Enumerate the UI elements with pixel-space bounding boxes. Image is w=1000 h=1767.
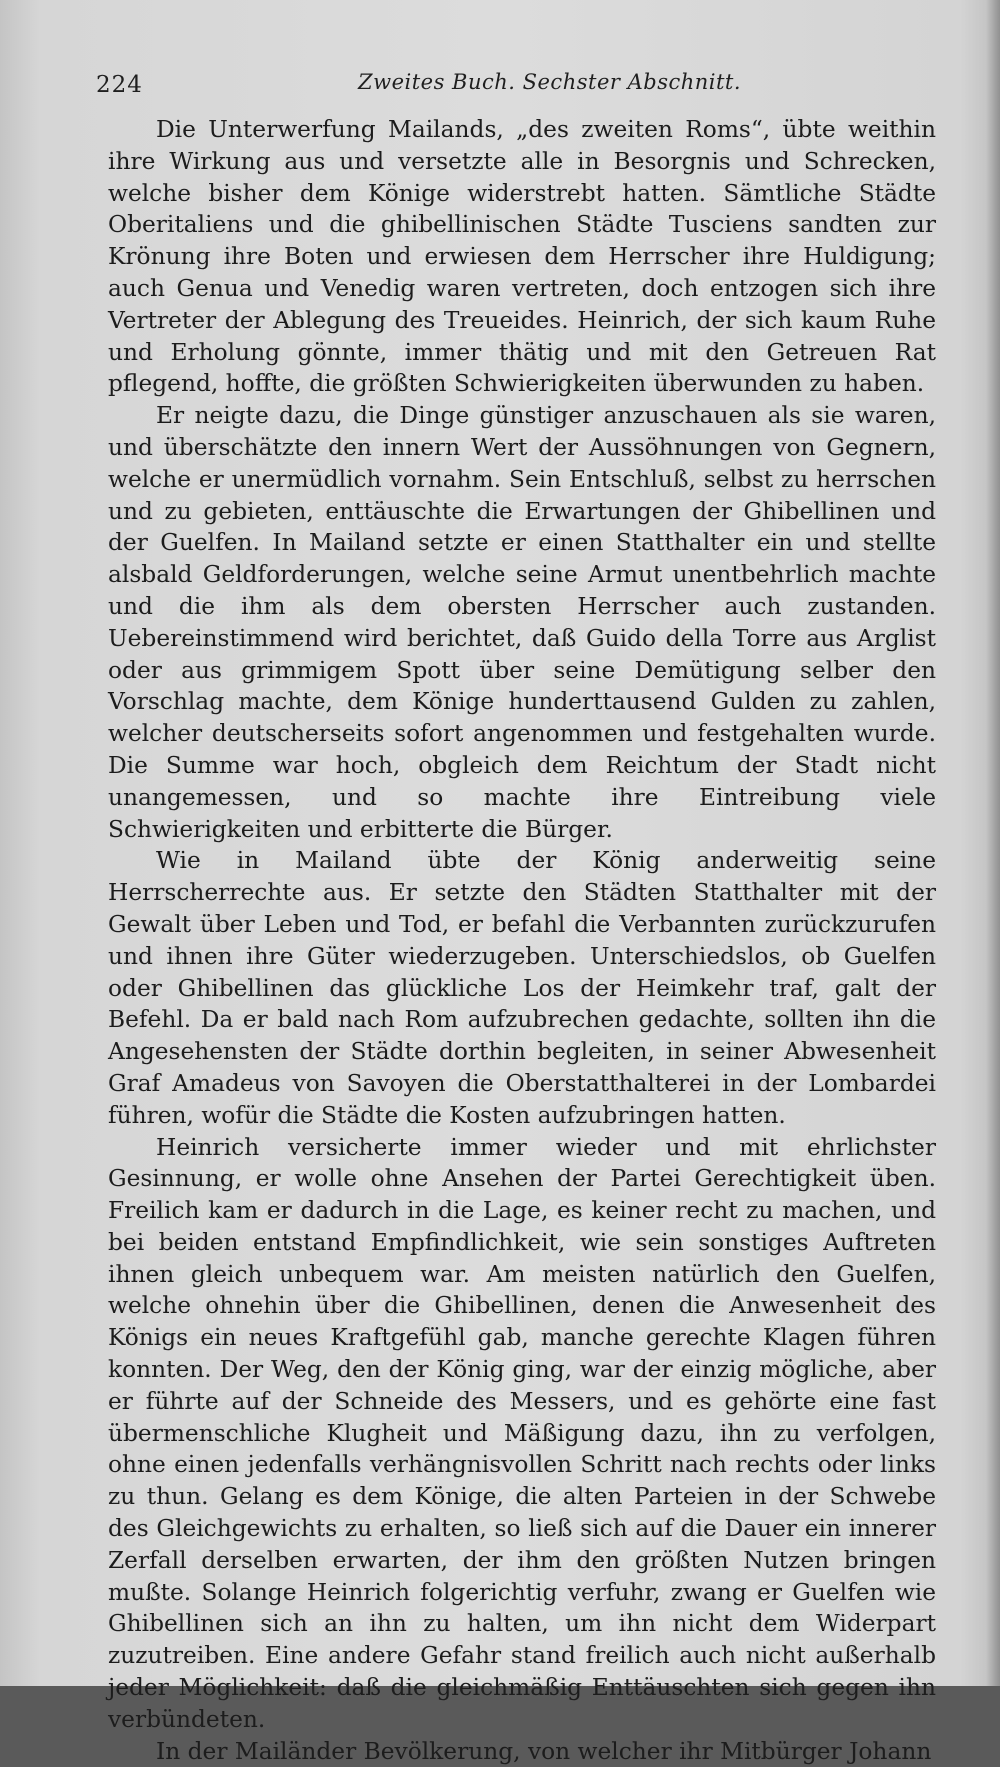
page-edge-shadow (986, 0, 1000, 1686)
page-header (96, 66, 936, 102)
paragraph-5: In der Mailänder Bevölkerung, von welcher ihr Mitbürger Johann (156, 1737, 932, 1765)
running-head: Zweites Buch. Sechster Abschnitt. (358, 70, 742, 94)
paragraph-4: Heinrich versicherte immer wieder und mit ehrlichster Gesinnung, er wolle ohne Ansehen der Partei Gerechtigkeit üben. Freilich kam er dadurch in die Lage, es keiner recht zu machen, und bei beiden entstand Empfindlichkeit, wie sein sonstiges Auftreten ihnen gleich unbequem war. Am meisten natürlich den Guelfen, welche ohnehin über die Ghibellinen, denen die Anwesenheit des Königs ein neues Kraftgefühl gab, manche gerechte Klagen führen konnten. Der Weg, den der König ging, war der einzig mögliche, aber er führte auf der Schneide des Messers, und es gehörte eine fast übermenschliche Klugheit und Mäßigung dazu, ihn zu verfolgen, ohne einen jedenfalls verhängnisvollen Schritt nach rechts oder links zu thun. Gelang es dem Könige, die alten Parteien in der Schwebe des Gleichgewichts zu erhalten, so ließ sich auf die Dauer ein innerer Zerfall derselben erwarten, der ihm den größten Nutzen bringen mußte. Solange Heinrich folgerichtig verfuhr, zwang er Guelfen wie Ghibellinen sich an ihn zu halten, um ihn nicht dem Widerpart zuzutreiben. Eine andere Gefahr stand freilich auch nicht außerhalb jeder Möglichkeit: daß die gleichmäßig Enttäuschten sich gegen ihn verbündeten. (108, 1133, 936, 1733)
paragraph-2: Er neigte dazu, die Dinge günstiger anzuschauen als sie waren, und überschätzte den innern Wert der Aussöhnungen von Gegnern, welche er unermüdlich vornahm. Sein Entschluß, selbst zu herrschen und zu gebieten, enttäuschte die Erwartungen der Ghibellinen und der Guelfen. In Mailand setzte er einen Statthalter ein und stellte alsbald Geldforderungen, welche seine Armut unentbehrlich machte und die ihm als dem obersten Herrscher auch zustanden. Uebereinstimmend wird berichtet, daß Guido della Torre aus Arglist oder aus grimmigem Spott über seine Demütigung selber den Vorschlag machte, dem Könige hunderttausend Gulden zu zahlen, welcher deutscherseits sofort angenommen und festgehalten wurde. Die Summe war hoch, obgleich dem Reichtum der Stadt nicht unangemessen, und so machte ihre Eintreibung viele Schwierigkeiten und erbitterte die Bürger. (108, 402, 936, 843)
paragraph-1: Die Unterwerfung Mailands, „des zweiten Roms“, übte weithin ihre Wirkung aus und versetzte alle in Besorgnis und Schrecken, welche bisher dem Könige widerstrebt hatten. Sämtliche Städte Oberitaliens und die ghibellinischen Städte Tusciens sandten zur Krönung ihre Boten und erwiesen dem Herrscher ihre Huldigung; auch Genua und Venedig waren vertreten, doch entzogen sich ihre Vertreter der Ablegung des Treueides. Heinrich, der sich kaum Ruhe und Erholung gönnte, immer thätig und mit den Getreuen Rat pflegend, hoffte, die größten Schwierigkeiten überwunden zu haben. (108, 116, 936, 398)
paragraph-3: Wie in Mailand übte der König anderweitig seine Herrscherrechte aus. Er setzte den Städten Statthalter mit der Gewalt über Leben und Tod, er befahl die Verbannten zurückzurufen und ihnen ihre Güter wiederzugeben. Unterschiedslos, ob Guelfen oder Ghibellinen das glückliche Los der Heimkehr traf, galt der Befehl. Da er bald nach Rom aufzubrechen gedachte, sollten ihn die Angesehensten der Städte dorthin begleiten, in seiner Abwesenheit Graf Amadeus von Savoyen die Oberstatthalterei in der Lombardei führen, wofür die Städte die Kosten aufzubringen hatten. (108, 847, 936, 1129)
body-text (108, 114, 936, 1767)
page-number: 224 (96, 72, 143, 98)
